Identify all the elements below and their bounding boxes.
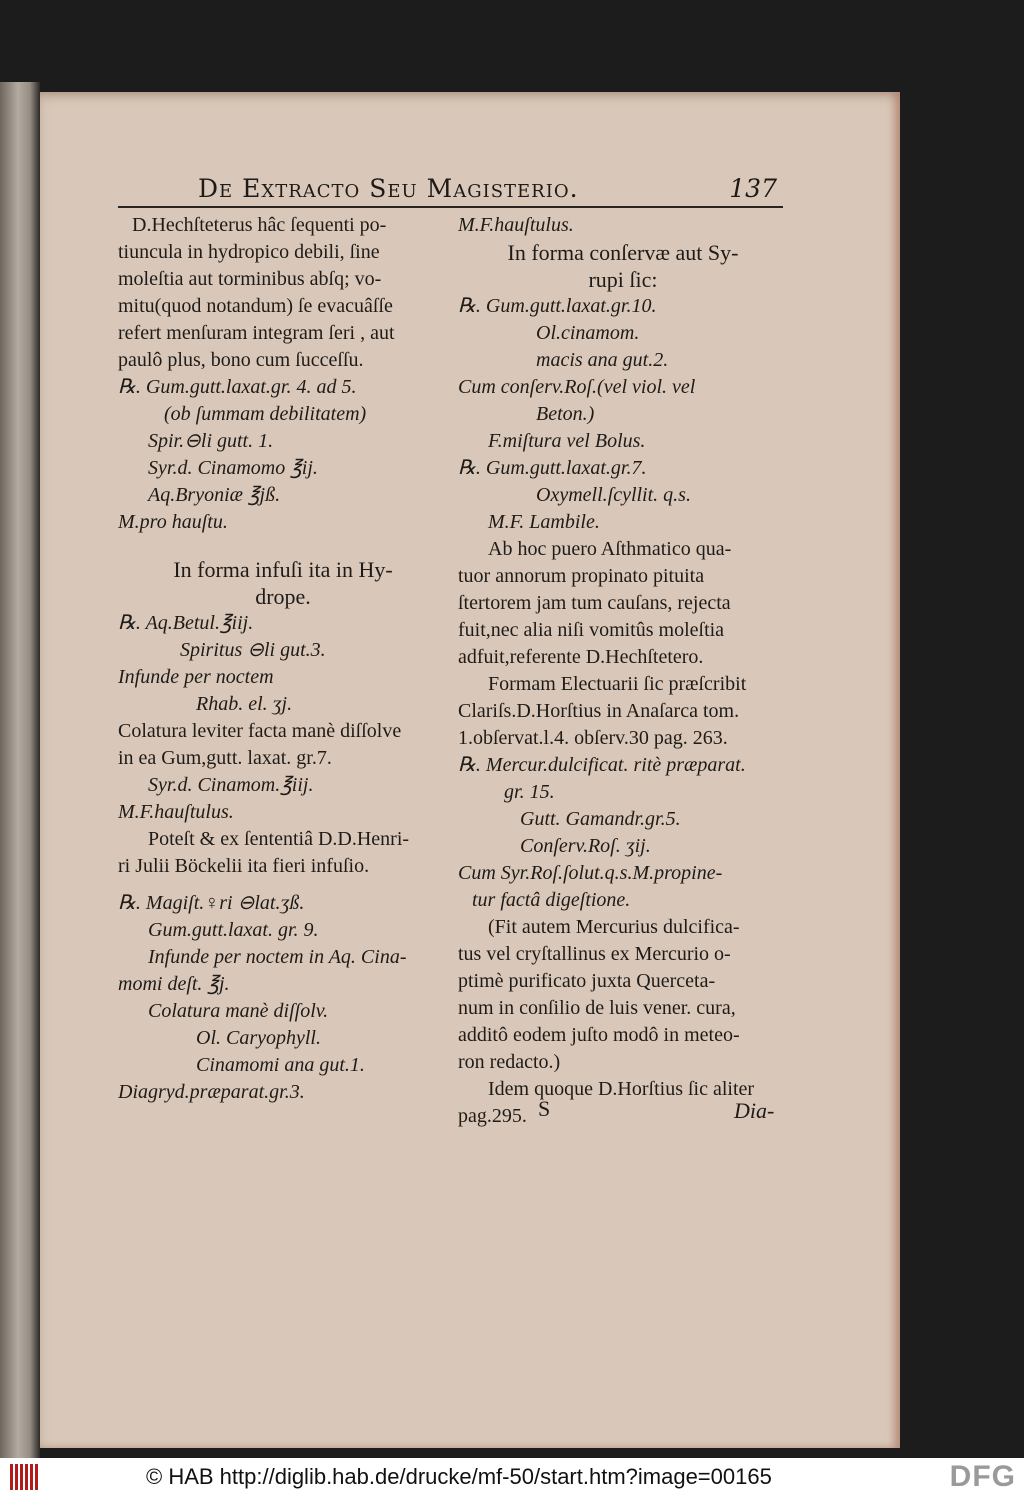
text-line: refert menſuram integram ſeri , aut — [118, 322, 395, 344]
recipe-line: ℞. Mercur.dulcificat. ritè præparat. — [458, 754, 746, 776]
recipe-line: M.F.hauſtulus. — [458, 214, 574, 236]
section-heading: drope. — [255, 584, 311, 609]
recipe-line: M.F.hauſtulus. — [118, 801, 234, 823]
text-line: adfuit,referente D.Hechſtetero. — [458, 646, 704, 668]
recipe-line: Cum conſerv.Roſ.(vel viol. vel — [458, 376, 696, 398]
left-column — [118, 212, 448, 1106]
recipe-line: M.pro hauſtu. — [118, 511, 228, 533]
text-line: Idem quoque D.Horſtius ſic aliter — [488, 1078, 755, 1100]
signature-mark: S — [538, 1096, 551, 1121]
recipe-line: momi deſt. ℥j. — [118, 973, 230, 995]
text-line: pag.295. — [458, 1105, 527, 1127]
recipe-line: Colatura manè diſſolv. — [148, 1000, 329, 1022]
text-line: in ea Gum,gutt. laxat. gr.7. — [118, 747, 332, 769]
recipe-line: Diagryd.præparat.gr.3. — [118, 1081, 305, 1103]
previous-page-edge — [0, 82, 40, 1458]
dfg-logo: DFG — [949, 1460, 1016, 1493]
text-line: tuor annorum propinato pituita — [458, 565, 705, 587]
text-line: ron redacto.) — [458, 1051, 561, 1073]
text-line: Poteſt & ex ſententiâ D.D.Henri- — [148, 828, 410, 850]
recipe-line: M.F. Lambile. — [488, 511, 600, 533]
text-line: Formam Electuarii ſic præſcribit — [488, 673, 747, 695]
recipe-line: Ol. Caryophyll. — [196, 1027, 321, 1049]
recipe-line: ℞. Gum.gutt.laxat.gr. 4. ad 5. — [118, 376, 357, 398]
viewer-footer — [0, 1458, 1024, 1496]
recipe-line: ℞. Gum.gutt.laxat.gr.10. — [458, 295, 657, 317]
text-line: Clariſs.D.Horſtius in Anaſarca tom. — [458, 700, 740, 722]
recipe-line: Infunde per noctem — [118, 666, 274, 688]
recipe-line: Cinamomi ana gut.1. — [196, 1054, 365, 1076]
text-line: Ab hoc puero Aſthmatico qua- — [488, 538, 732, 560]
recipe-line: Spiritus ⊖li gut.3. — [180, 639, 326, 661]
recipe-line: Rhab. el. ʒj. — [196, 693, 293, 715]
recipe-line: ℞. Gum.gutt.laxat.gr.7. — [458, 457, 647, 479]
recipe-line: Gutt. Gamandr.gr.5. — [520, 808, 681, 830]
recipe-line: Beton.) — [536, 403, 595, 425]
text-line: (Fit autem Mercurius dulcifica- — [488, 916, 740, 938]
right-column — [458, 212, 788, 1130]
text-line: additô eodem juſto modô in meteo- — [458, 1024, 740, 1046]
section-heading: In forma conſervæ aut Sy- — [507, 240, 739, 265]
text-line: tus vel cryſtallinus ex Mercurio o- — [458, 943, 731, 965]
recipe-line: macis ana gut.2. — [536, 349, 669, 371]
text-line: paulô plus, bono cum ſucceſſu. — [118, 349, 364, 371]
section-heading: In forma infuſi ita in Hy- — [173, 557, 393, 582]
recipe-line: F.miſtura vel Bolus. — [488, 430, 646, 452]
recipe-line: ℞. Aq.Betul.℥iij. — [118, 612, 254, 634]
text-line: moleſtia aut torminibus abſq; vo- — [118, 268, 382, 290]
source-url-link[interactable]: © HAB http://diglib.hab.de/drucke/mf-50/start.htm?image=00165 — [146, 1464, 772, 1489]
text-line: D.Hechſteterus hâc ſequenti po- — [132, 214, 387, 236]
text-line: tiuncula in hydropico debili, ſine — [118, 241, 380, 263]
recipe-line: tur factâ digeſtione. — [472, 889, 631, 911]
recipe-line: Ol.cinamom. — [536, 322, 640, 344]
recipe-line: Conſerv.Roſ. ʒij. — [520, 835, 651, 857]
recipe-line: Infunde per noctem in Aq. Cina- — [148, 946, 407, 968]
recipe-line: gr. 15. — [504, 781, 555, 803]
recipe-line: (ob ſummam debilitatem) — [164, 403, 367, 425]
text-line: 1.obſervat.l.4. obſerv.30 pag. 263. — [458, 727, 728, 749]
recipe-line: Gum.gutt.laxat. gr. 9. — [148, 919, 319, 941]
text-line: mitu(quod notandum) ſe evacuâſſe — [118, 295, 393, 317]
text-line: ptimè purificato juxta Querceta- — [458, 970, 716, 992]
recipe-line: Cum Syr.Roſ.ſolut.q.s.M.propine- — [458, 862, 723, 884]
text-line: ſtertorem jam tum cauſans, rejecta — [458, 592, 731, 614]
running-title: De Extracto Seu Magisterio. — [198, 174, 579, 203]
recipe-line: Syr.d. Cinamomo ℥ij. — [148, 457, 318, 479]
recipe-line: ℞. Magiſt.♀ri ⊖lat.ʒß. — [118, 892, 305, 914]
text-line: num in conſilio de luis vener. cura, — [458, 997, 736, 1019]
section-heading: rupi ſic: — [588, 267, 658, 292]
recipe-line: Aq.Bryoniæ ℥jß. — [148, 484, 281, 506]
text-line: Colatura leviter facta manè diſſolve — [118, 720, 402, 742]
recipe-line: Syr.d. Cinamom.℥iij. — [148, 774, 314, 796]
running-header — [198, 172, 783, 206]
text-line: fuit,nec alia niſi vomitûs moleſtia — [458, 619, 725, 641]
recipe-line: Spir.⊖li gutt. 1. — [148, 430, 274, 452]
text-line: ri Julii Böckelii ita fieri infuſio. — [118, 855, 370, 877]
recipe-line: Oxymell.ſcyllit. q.s. — [536, 484, 691, 506]
header-rule — [118, 206, 783, 208]
catchword: Dia- — [734, 1098, 775, 1123]
page-number: 137 — [729, 174, 777, 203]
library-logo-icon — [10, 1464, 40, 1490]
